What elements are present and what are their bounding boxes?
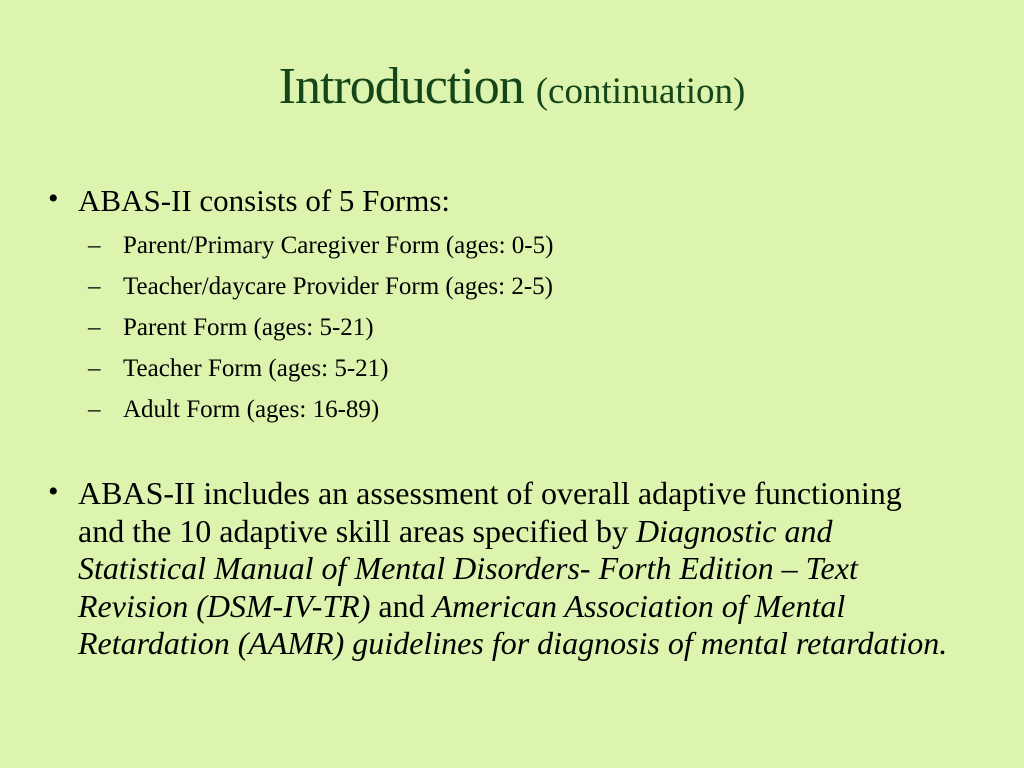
bullet-forms-text: ABAS-II consists of 5 Forms: (78, 183, 451, 218)
form-label: Parent/Primary Caregiver Form (ages: 0-5) (123, 232, 554, 259)
form-label: Teacher/daycare Provider Form (ages: 2-5) (123, 273, 554, 300)
bullet-assessment-text (78, 475, 948, 663)
aamr-guidelines: American Association of Mental Retardation (AAMR) guidelines for diagnosis of mental retardation. (78, 587, 948, 661)
assessment-lead: ABAS-II includes an assessment of overall adaptive functioning and the 10 adaptive skill areas specified by (78, 475, 902, 549)
dash-marker: – (88, 355, 101, 382)
list-item (88, 389, 888, 430)
slide-title (0, 58, 1024, 115)
form-label: Teacher Form (ages: 5-21) (123, 355, 389, 382)
connector-text: and (378, 587, 425, 624)
dsm-title: Diagnostic and Statistical Manual of Mental Disorders- Forth Edition – Text Revision (DSM-IV-TR) (78, 512, 858, 624)
bullet-marker: • (48, 475, 59, 508)
bullet-forms (48, 182, 948, 219)
dash-marker: – (88, 314, 101, 341)
list-item (88, 266, 888, 307)
bullet-assessment (48, 475, 948, 663)
bullet-marker: • (48, 182, 59, 215)
form-label: Adult Form (ages: 16-89) (123, 396, 380, 423)
dash-marker: – (88, 273, 101, 300)
title-subtitle: (continuation) (535, 71, 746, 112)
dash-marker: – (88, 396, 101, 423)
forms-list (88, 225, 888, 430)
list-item (88, 348, 888, 389)
form-label: Parent Form (ages: 5-21) (123, 314, 374, 341)
dash-marker: – (88, 232, 101, 259)
list-item (88, 307, 888, 348)
list-item (88, 225, 888, 266)
title-main: Introduction (278, 58, 524, 115)
